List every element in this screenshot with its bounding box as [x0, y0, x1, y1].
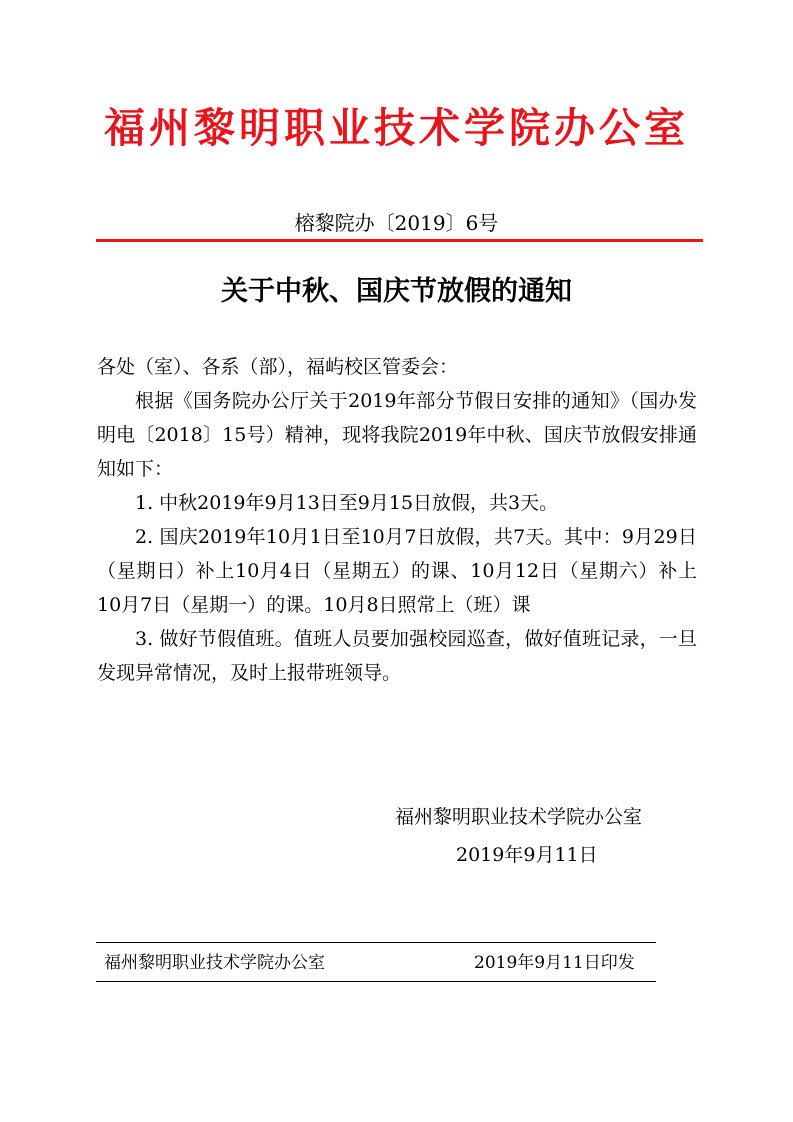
footer-top-rule	[96, 942, 656, 943]
body-paragraph: 2. 国庆2019年10月1日至10月7日放假，共7天。其中：9月29日（星期日）补上10月4日（星期五）的课、10月12日（星期六）补上10月7日（星期一）的课。10月8日照常上（班）课	[97, 526, 697, 616]
signature-organization: 福州黎明职业技术学院办公室	[395, 806, 643, 828]
body-paragraph: 3. 做好节假值班。值班人员要加强校园巡查，做好值班记录，一旦发现异常情况，及时上报带班领导。	[97, 628, 697, 684]
footer-bottom-rule	[96, 981, 656, 982]
organization-header: 福州黎明职业技术学院办公室	[104, 104, 689, 152]
document-title: 关于中秋、国庆节放假的通知	[221, 276, 572, 307]
body-paragraph: 根据《国务院办公厅关于2019年部分节假日安排的通知》（国办发明电〔2018〕15号）精神，现将我院2019年中秋、国庆节放假安排通知如下：	[97, 390, 697, 480]
footer-organization: 福州黎明职业技术学院办公室	[104, 953, 325, 973]
document-number: 榕黎院办〔2019〕6号	[294, 211, 499, 235]
footer-issue-date: 2019年9月11日印发	[474, 953, 635, 973]
body-paragraph: 1. 中秋2019年9月13日至9月15日放假，共3天。	[135, 492, 559, 514]
red-divider	[96, 239, 703, 242]
document-body	[97, 350, 697, 690]
signature-date: 2019年9月11日	[456, 844, 598, 866]
salutation: 各处（室）、各系（部），福屿校区管委会：	[97, 356, 459, 378]
